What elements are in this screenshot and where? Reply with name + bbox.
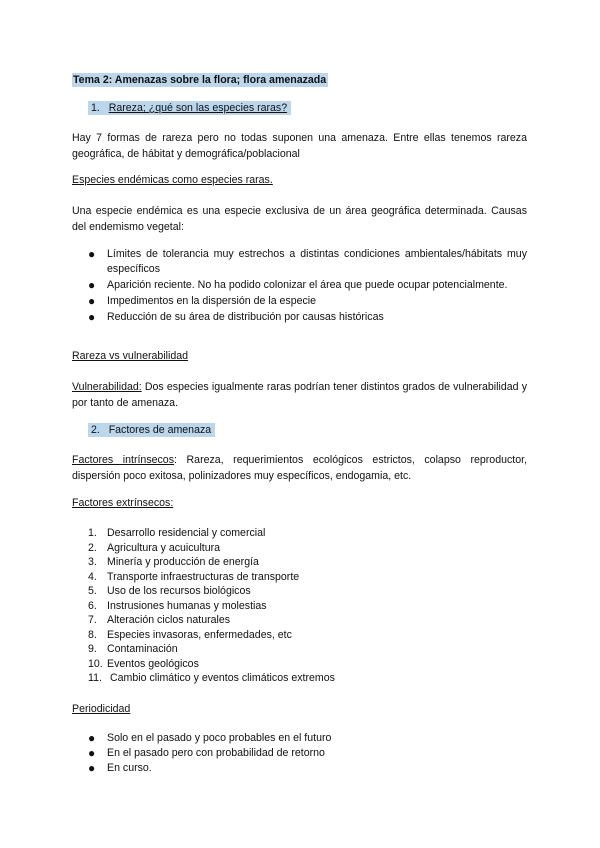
list-item: ● Impedimentos en la dispersión de la especie (88, 294, 317, 308)
extrinsic-heading: Factores extrínsecos: (72, 497, 174, 509)
list-item: 11. Cambio climático y eventos climáticos extremos (88, 672, 335, 684)
list-item: ● En curso. (88, 761, 152, 775)
section-1-title: Rareza; ¿qué son las especies raras? (108, 102, 288, 114)
extrinsic-factors-list (88, 526, 335, 686)
periodicity-heading: Periodicidad (72, 703, 131, 715)
bullet-icon: ● (88, 746, 96, 760)
document-title: Tema 2: Amenazas sobre la flora; flora amenazada (73, 74, 327, 86)
intrinsic-text: : Rareza, requerimientos ecológicos estrictos, colapso reproductor, dispersión poco exitosa, polinizadores muy específicos, endogamia, etc. (72, 454, 527, 482)
bullet-icon: ● (88, 294, 96, 308)
bullet-icon: ● (88, 310, 96, 324)
list-item: 3. Minería y producción de energía (88, 556, 259, 568)
rarity-intro-text: Hay 7 formas de rareza pero no todas suponen una amenaza. Entre ellas tenemos rareza geográfica, de hábitat y demográfica/poblacional (72, 132, 527, 160)
list-item: 4. Transporte infraestructuras de transporte (88, 570, 300, 583)
list-item: ● Solo en el pasado y poco probables en el futuro (88, 731, 332, 745)
intrinsic-label: Factores intrínsecos (72, 454, 175, 466)
list-item: 5. Uso de los recursos biológicos (88, 585, 251, 597)
bullet-icon: ● (88, 278, 96, 292)
endemic-heading: Especies endémicas como especies raras. (72, 174, 273, 186)
section-1-heading (88, 101, 291, 115)
list-item: ● Límites de tolerancia muy estrechos a distintas condiciones ambientales/hábitats muy específicos (88, 247, 527, 275)
section-2-heading (88, 423, 215, 437)
vulnerability-label: Vulnerabilidad: (72, 381, 142, 393)
list-item: 8. Especies invasoras, enfermedades, etc (88, 628, 292, 641)
section-2-title: Factores de amenaza (108, 424, 212, 436)
section-2-number: 2. (91, 424, 100, 436)
list-item: ● Reducción de su área de distribución por causas históricas (88, 310, 384, 324)
periodicity-list (88, 731, 527, 776)
endemic-text: Una especie endémica es una especie exclusiva de un área geográfica determinada. Causas del endemismo vegetal: (72, 205, 527, 233)
intrinsic-factors-paragraph (72, 452, 527, 484)
list-item: 1. Desarrollo residencial y comercial (88, 527, 266, 539)
list-item: 6. Instrusiones humanas y molestias (88, 599, 267, 612)
endemic-paragraph (72, 203, 527, 235)
list-item: ● En el pasado pero con probabilidad de retorno (88, 746, 325, 760)
rarity-intro-paragraph (72, 130, 527, 162)
bullet-icon: ● (88, 761, 96, 775)
bullet-icon: ● (88, 731, 96, 745)
list-item: 7. Alteración ciclos naturales (88, 614, 231, 626)
section-1-number: 1. (91, 102, 100, 114)
list-item: 10. Eventos geológicos (88, 657, 199, 670)
endemism-causes-list (88, 247, 527, 325)
list-item: 2. Agricultura y acuicultura (88, 541, 221, 554)
bullet-icon: ● (88, 247, 96, 261)
vulnerability-text: Dos especies igualmente raras podrían tener distintos grados de vulnerabilidad y por tanto de amenaza. (72, 381, 527, 409)
list-item: ● Aparición reciente. No ha podido colonizar el área que puede ocupar potencialmente. (88, 278, 508, 292)
vulnerability-paragraph (72, 379, 527, 411)
list-item: 9. Contaminación (88, 643, 178, 655)
rarity-vs-vulnerability-heading: Rareza vs vulnerabilidad (72, 350, 189, 362)
